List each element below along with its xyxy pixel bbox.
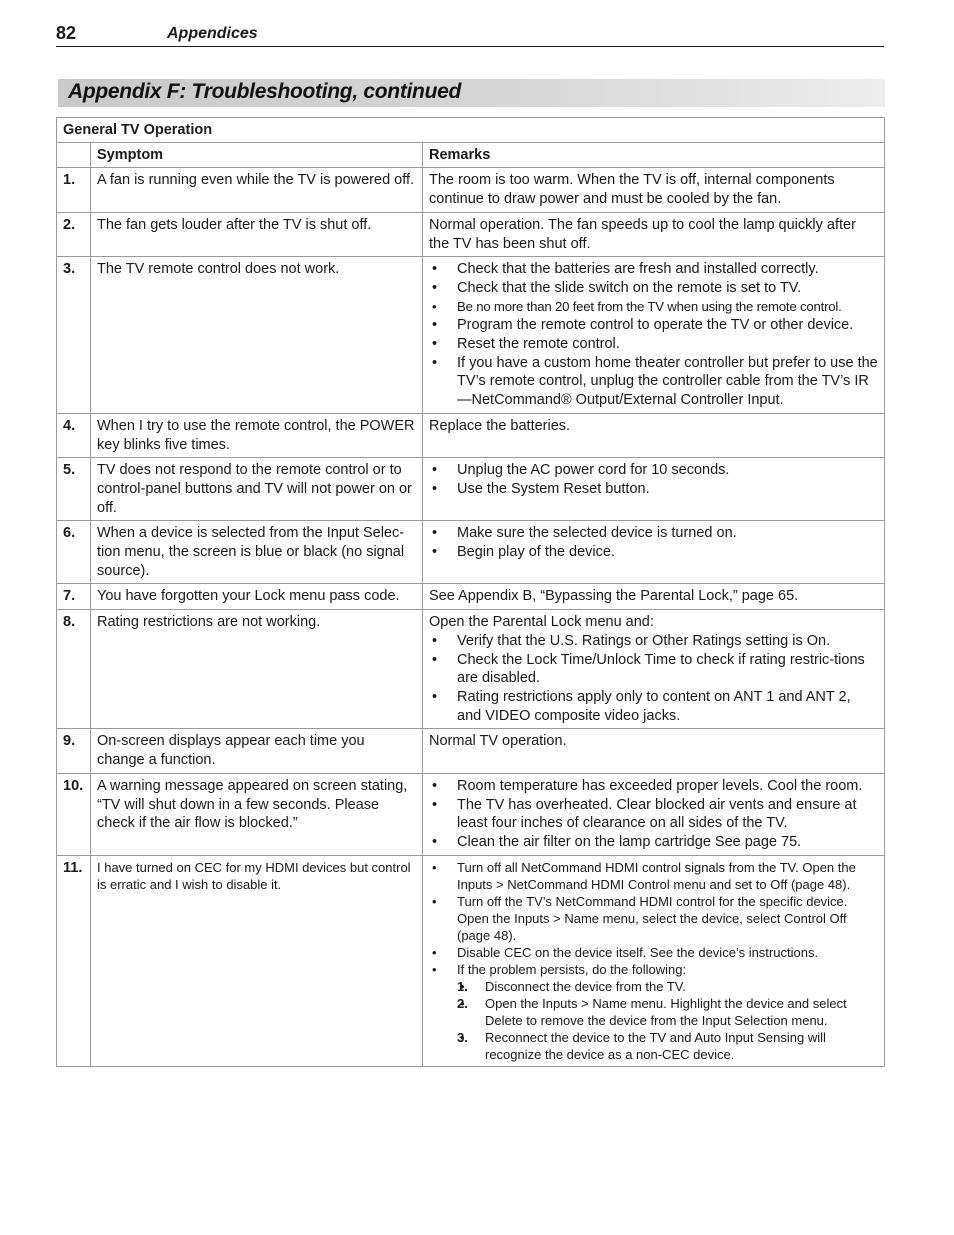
row-remark: Normal TV operation. bbox=[423, 729, 885, 773]
step-item bbox=[457, 978, 878, 995]
row-remark: The room is too warm. When the TV is off, internal components continue to draw power and must be cooled by the fan. bbox=[423, 168, 885, 212]
remark-bullet: • Check that the batteries are fresh and installed correctly. bbox=[429, 260, 878, 279]
row-remark: Replace the batteries. bbox=[423, 413, 885, 457]
header-num-cell bbox=[57, 142, 91, 168]
remark-bullet: • Make sure the selected device is turned on. bbox=[429, 524, 878, 543]
remark-bullet: • Reset the remote control. bbox=[429, 335, 878, 354]
step-number: • 2. bbox=[457, 995, 468, 1011]
remark-bullet: • Rating restrictions apply only to content on ANT 1 and ANT 2, and VIDEO composite video jacks. bbox=[429, 688, 878, 725]
troubleshooting-table bbox=[56, 117, 885, 1067]
row-symptom: When a device is selected from the Input Selec-tion menu, the screen is blue or black (no signal source). bbox=[91, 521, 423, 584]
step-list bbox=[457, 978, 878, 1063]
table-row bbox=[57, 413, 885, 457]
row-number: 9. bbox=[57, 729, 91, 773]
table-group-label: General TV Operation bbox=[57, 118, 885, 143]
row-symptom: A fan is running even while the TV is powered off. bbox=[91, 168, 423, 212]
remark-bullet: • Check the Lock Time/Unlock Time to check if rating restric-tions are disabled. bbox=[429, 651, 878, 688]
remark-bullet: • Unplug the AC power cord for 10 seconds. bbox=[429, 461, 878, 480]
remark-bullet: • Turn off the TV’s NetCommand HDMI control for the specific device. Open the Inputs > Name menu, select the device, select Control Off (page 48). bbox=[429, 893, 878, 944]
remark-bullet: • Be no more than 20 feet from the TV when using the remote control. bbox=[429, 298, 878, 317]
step-text: Open the Inputs > Name menu. Highlight the device and select Delete to remove the device from the Input Selection menu. bbox=[485, 995, 847, 1028]
remark-bullet: • Program the remote control to operate the TV or other device. bbox=[429, 316, 878, 335]
table-row bbox=[57, 855, 885, 1066]
row-symptom: A warning message appeared on screen stating, “TV will shut down in a few seconds. Please check if the air flow is blocked.” bbox=[91, 773, 423, 855]
row-symptom: Rating restrictions are not working. bbox=[91, 610, 423, 729]
row-number: 7. bbox=[57, 584, 91, 610]
table-group-row bbox=[57, 118, 885, 143]
row-symptom: The fan gets louder after the TV is shut off. bbox=[91, 212, 423, 256]
table-row bbox=[57, 212, 885, 256]
page-number: 82 bbox=[56, 23, 77, 43]
row-number: 1. bbox=[57, 168, 91, 212]
table-row bbox=[57, 458, 885, 521]
row-number: 3. bbox=[57, 257, 91, 414]
row-symptom: On-screen displays appear each time you change a function. bbox=[91, 729, 423, 773]
row-symptom: I have turned on CEC for my HDMI devices but control is erratic and I wish to disable it. bbox=[91, 855, 423, 1066]
row-remark bbox=[423, 773, 885, 855]
row-remark bbox=[423, 257, 885, 414]
row-remark: See Appendix B, “Bypassing the Parental Lock,” page 65. bbox=[423, 584, 885, 610]
remark-bullet: • Check that the slide switch on the remote is set to TV. bbox=[429, 279, 878, 298]
running-header bbox=[56, 22, 884, 47]
remark-bullet: • Verify that the U.S. Ratings or Other Ratings setting is On. bbox=[429, 632, 878, 651]
remark-bullet-text: If the problem persists, do the following: bbox=[457, 961, 687, 977]
row-remark bbox=[423, 610, 885, 729]
row-remark bbox=[423, 855, 885, 1066]
row-number: 4. bbox=[57, 413, 91, 457]
row-remark bbox=[423, 458, 885, 521]
row-number: 8. bbox=[57, 610, 91, 729]
row-number: 10. bbox=[57, 773, 91, 855]
row-remark bbox=[423, 521, 885, 584]
section-name: Appendices bbox=[167, 25, 258, 42]
row-symptom: You have forgotten your Lock menu pass code. bbox=[91, 584, 423, 610]
remark-bullet: • If you have a custom home theater controller but prefer to use the TV’s remote control, unplug the controller cable from the TV’s IR—NetCommand® Output/External Controller Input. bbox=[429, 354, 878, 410]
row-symptom: When I try to use the remote control, the POWER key blinks five times. bbox=[91, 413, 423, 457]
remark-bullet: • Use the System Reset button. bbox=[429, 480, 878, 499]
table-row bbox=[57, 168, 885, 212]
row-remark: Normal operation. The fan speeds up to cool the lamp quickly after the TV has been shut off. bbox=[423, 212, 885, 256]
row-number: 6. bbox=[57, 521, 91, 584]
step-text: Disconnect the device from the TV. bbox=[485, 978, 686, 994]
row-number: 5. bbox=[57, 458, 91, 521]
row-symptom: TV does not respond to the remote control or to control-panel buttons and TV will not power on or off. bbox=[91, 458, 423, 521]
table-row bbox=[57, 584, 885, 610]
header-remarks: Remarks bbox=[423, 142, 885, 168]
table-row bbox=[57, 773, 885, 855]
table-row bbox=[57, 521, 885, 584]
remark-bullet: • Begin play of the device. bbox=[429, 543, 878, 562]
table-row bbox=[57, 610, 885, 729]
table-row bbox=[57, 257, 885, 414]
remark-bullet: • Turn off all NetCommand HDMI control signals from the TV. Open the Inputs > NetCommand HDMI Control menu and set to Off (page 48). bbox=[429, 859, 878, 893]
table-row bbox=[57, 729, 885, 773]
remark-bullet: • Clean the air filter on the lamp cartridge See page 75. bbox=[429, 833, 878, 852]
remark-bullet bbox=[429, 961, 878, 1063]
remark-bullet: • Room temperature has exceeded proper levels. Cool the room. bbox=[429, 777, 878, 796]
step-number: • 1. bbox=[457, 978, 468, 994]
remark-bullet: • The TV has overheated. Clear blocked air vents and ensure at least four inches of clearance on all sides of the TV. bbox=[429, 796, 878, 833]
title-banner bbox=[58, 79, 885, 107]
row-number: 2. bbox=[57, 212, 91, 256]
remark-intro: Open the Parental Lock menu and: bbox=[429, 614, 654, 631]
page-title: Appendix F: Troubleshooting, continued bbox=[68, 80, 462, 103]
step-item bbox=[457, 1029, 878, 1063]
remark-bullet: • Disable CEC on the device itself. See the device’s instructions. bbox=[429, 944, 878, 961]
step-item bbox=[457, 995, 878, 1029]
step-text: Reconnect the device to the TV and Auto Input Sensing will recognize the device as a non-CEC device. bbox=[485, 1029, 826, 1062]
table-header-row bbox=[57, 142, 885, 168]
step-number: • 3. bbox=[457, 1029, 468, 1045]
header-symptom: Symptom bbox=[91, 142, 423, 168]
row-number: 11. bbox=[57, 855, 91, 1066]
row-symptom: The TV remote control does not work. bbox=[91, 257, 423, 414]
